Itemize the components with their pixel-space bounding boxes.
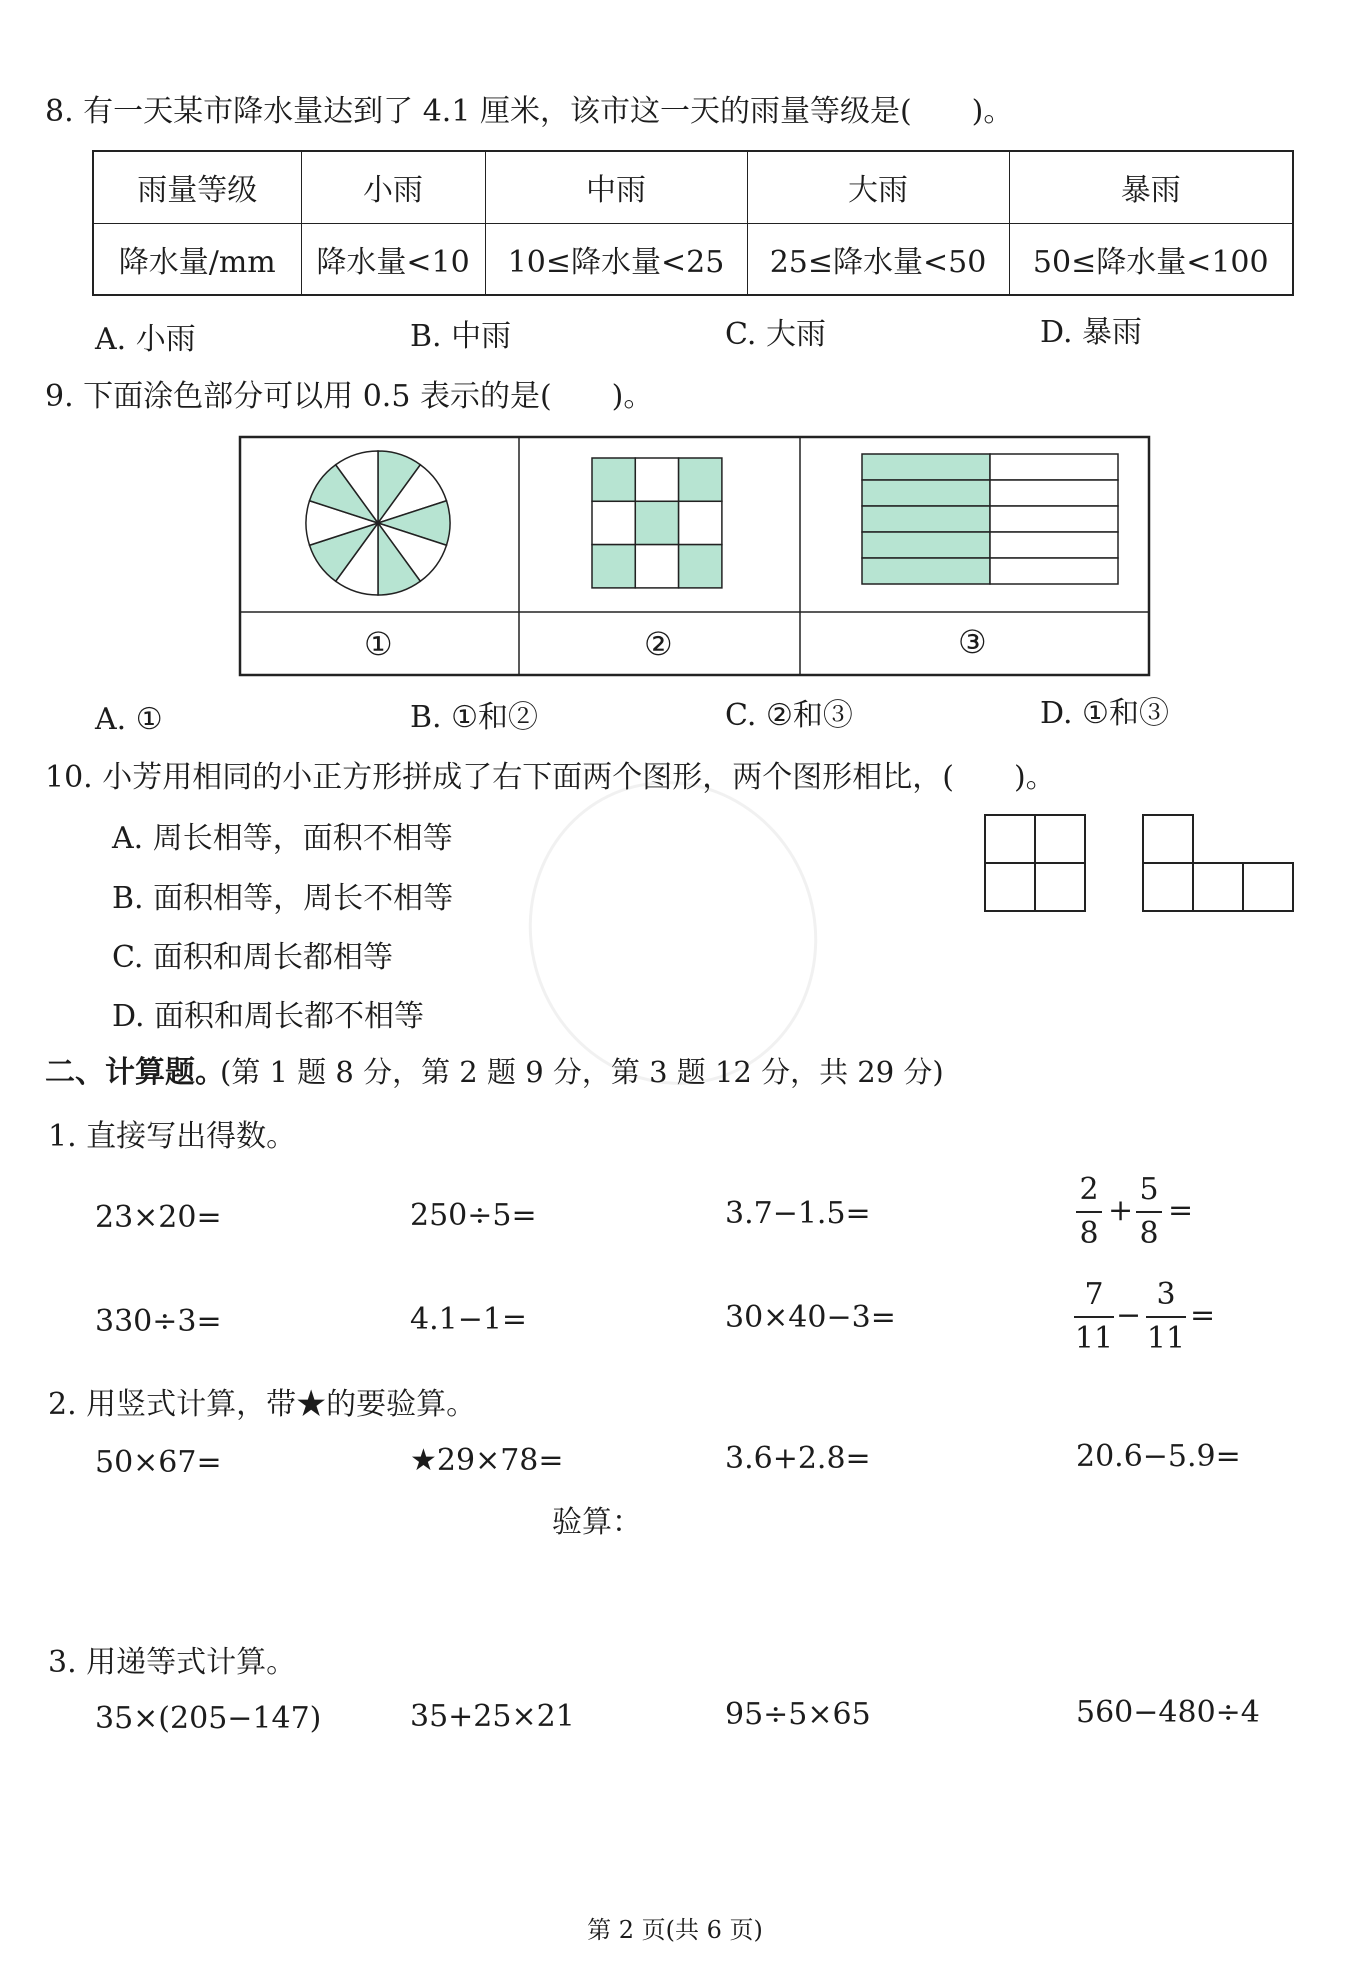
q10-option-d[interactable]: D. 面积和周长都不相等 <box>112 999 425 1034</box>
calc-item: 330÷3= <box>95 1304 222 1339</box>
strip-cell <box>862 558 990 584</box>
table-cell: 大雨 <box>747 151 1009 223</box>
calc-item: ★29×78= <box>410 1443 564 1478</box>
calc-item: 50×67= <box>95 1445 222 1480</box>
q9-option-d[interactable]: D. ①和③ <box>1040 696 1169 731</box>
calc-item: 4.1−1= <box>410 1302 528 1337</box>
grid-cell <box>635 501 678 544</box>
q9-option-c[interactable]: C. ②和③ <box>725 698 853 733</box>
table-cell: 50≤降水量<100 <box>1009 223 1293 295</box>
q10-option-a[interactable]: A. 周长相等，面积不相等 <box>112 821 453 856</box>
fraction-numerator: 3 <box>1156 1277 1176 1312</box>
fraction <box>1136 1172 1162 1251</box>
l-shape-square <box>1193 863 1243 911</box>
strip-cell <box>990 532 1118 558</box>
strip-cell <box>862 480 990 506</box>
strip-cell <box>862 532 990 558</box>
figure-1-circle <box>306 451 450 595</box>
grid-cell <box>592 545 635 588</box>
fraction-numerator: 2 <box>1079 1172 1099 1207</box>
check-label: 验算： <box>552 1505 642 1540</box>
q8-stem: 8. 有一天某市降水量达到了 4.1 厘米，该市这一天的雨量等级是( )。 <box>45 94 1014 129</box>
table-cell: 降水量/mm <box>93 223 301 295</box>
fraction <box>1076 1172 1102 1251</box>
table-cell: 暴雨 <box>1009 151 1293 223</box>
calc-item: 35×(205−147) <box>95 1701 322 1736</box>
figure-2-grid <box>592 458 722 588</box>
equals: = <box>1168 1193 1194 1228</box>
q8-option-c[interactable]: C. 大雨 <box>725 317 826 352</box>
q8-option-b[interactable]: B. 中雨 <box>410 319 512 354</box>
grid-cell <box>592 458 635 501</box>
l-shape-square <box>1143 815 1193 863</box>
table-cell: 小雨 <box>301 151 485 223</box>
strip-cell <box>990 454 1118 480</box>
fraction-denominator: 11 <box>1146 1321 1186 1356</box>
grid-cell <box>679 501 722 544</box>
part3-stem: 3. 用递等式计算。 <box>48 1645 297 1680</box>
strip-cell <box>990 506 1118 532</box>
part2-stem: 2. 用竖式计算，带★的要验算。 <box>48 1387 477 1422</box>
calc-item: 95÷5×65 <box>725 1697 871 1732</box>
calc-item: 20.6−5.9= <box>1076 1439 1241 1474</box>
table-cell: 10≤降水量<25 <box>485 223 747 295</box>
square-shape <box>985 815 1035 863</box>
section-scoring: (第 1 题 8 分，第 2 题 9 分，第 3 题 12 分，共 29 分) <box>220 1055 944 1089</box>
q8-option-a[interactable]: A. 小雨 <box>95 322 196 357</box>
fraction-numerator: 7 <box>1084 1277 1104 1312</box>
calc-item: 35+25×21 <box>410 1699 575 1734</box>
strip-cell <box>862 506 990 532</box>
page-footer: 第 2 页(共 6 页) <box>587 1916 763 1944</box>
q10-option-b[interactable]: B. 面积相等，周长不相等 <box>112 881 454 916</box>
strip-cell <box>990 480 1118 506</box>
q8-option-d[interactable]: D. 暴雨 <box>1040 315 1143 350</box>
strip-cell <box>990 558 1118 584</box>
table-cell: 25≤降水量<50 <box>747 223 1009 295</box>
square-shape <box>1035 815 1085 863</box>
calc-item: 3.6+2.8= <box>725 1441 871 1476</box>
grid-cell <box>635 545 678 588</box>
table-cell: 雨量等级 <box>93 151 301 223</box>
fraction-denominator: 11 <box>1074 1321 1114 1356</box>
calc-item: 3.7−1.5= <box>725 1196 871 1231</box>
l-shape-square <box>1143 863 1193 911</box>
operator: + <box>1108 1193 1134 1228</box>
equals: = <box>1190 1298 1216 1333</box>
calc-item: 560−480÷4 <box>1076 1695 1260 1730</box>
q9-figures <box>0 0 1350 700</box>
fraction <box>1074 1277 1114 1356</box>
table-cell: 中雨 <box>485 151 747 223</box>
grid-cell <box>592 501 635 544</box>
square-shape <box>985 863 1035 911</box>
figure-label-2: ② <box>644 625 673 663</box>
part1-stem: 1. 直接写出得数。 <box>48 1119 297 1154</box>
q9-option-a[interactable]: A. ① <box>95 702 163 737</box>
section-title: 二、计算题。 <box>45 1055 225 1090</box>
strip-cell <box>862 454 990 480</box>
grid-cell <box>679 458 722 501</box>
figure-3-strips <box>862 454 1118 584</box>
q9-stem: 9. 下面涂色部分可以用 0.5 表示的是( )。 <box>45 379 654 414</box>
q10-option-c[interactable]: C. 面积和周长都相等 <box>112 940 393 975</box>
q9-option-b[interactable]: B. ①和② <box>410 700 539 735</box>
figure-label-3: ③ <box>958 623 987 661</box>
fraction-denominator: 8 <box>1139 1216 1159 1251</box>
calc-item: 23×20= <box>95 1200 222 1235</box>
fraction-numerator: 5 <box>1139 1172 1159 1207</box>
operator: − <box>1116 1298 1142 1333</box>
l-shape-square <box>1243 863 1293 911</box>
square-shape <box>1035 863 1085 911</box>
q10-stem: 10. 小芳用相同的小正方形拼成了右下面两个图形，两个图形相比，( )。 <box>45 760 1056 795</box>
calc-item: 30×40−3= <box>725 1300 896 1335</box>
table-cell: 降水量<10 <box>301 223 485 295</box>
calc-item: 250÷5= <box>410 1198 537 1233</box>
grid-cell <box>635 458 678 501</box>
figure-label-1: ① <box>364 625 393 663</box>
grid-cell <box>679 545 722 588</box>
fraction-denominator: 8 <box>1079 1216 1099 1251</box>
q10-shapes <box>980 810 1300 920</box>
fraction <box>1146 1277 1186 1356</box>
